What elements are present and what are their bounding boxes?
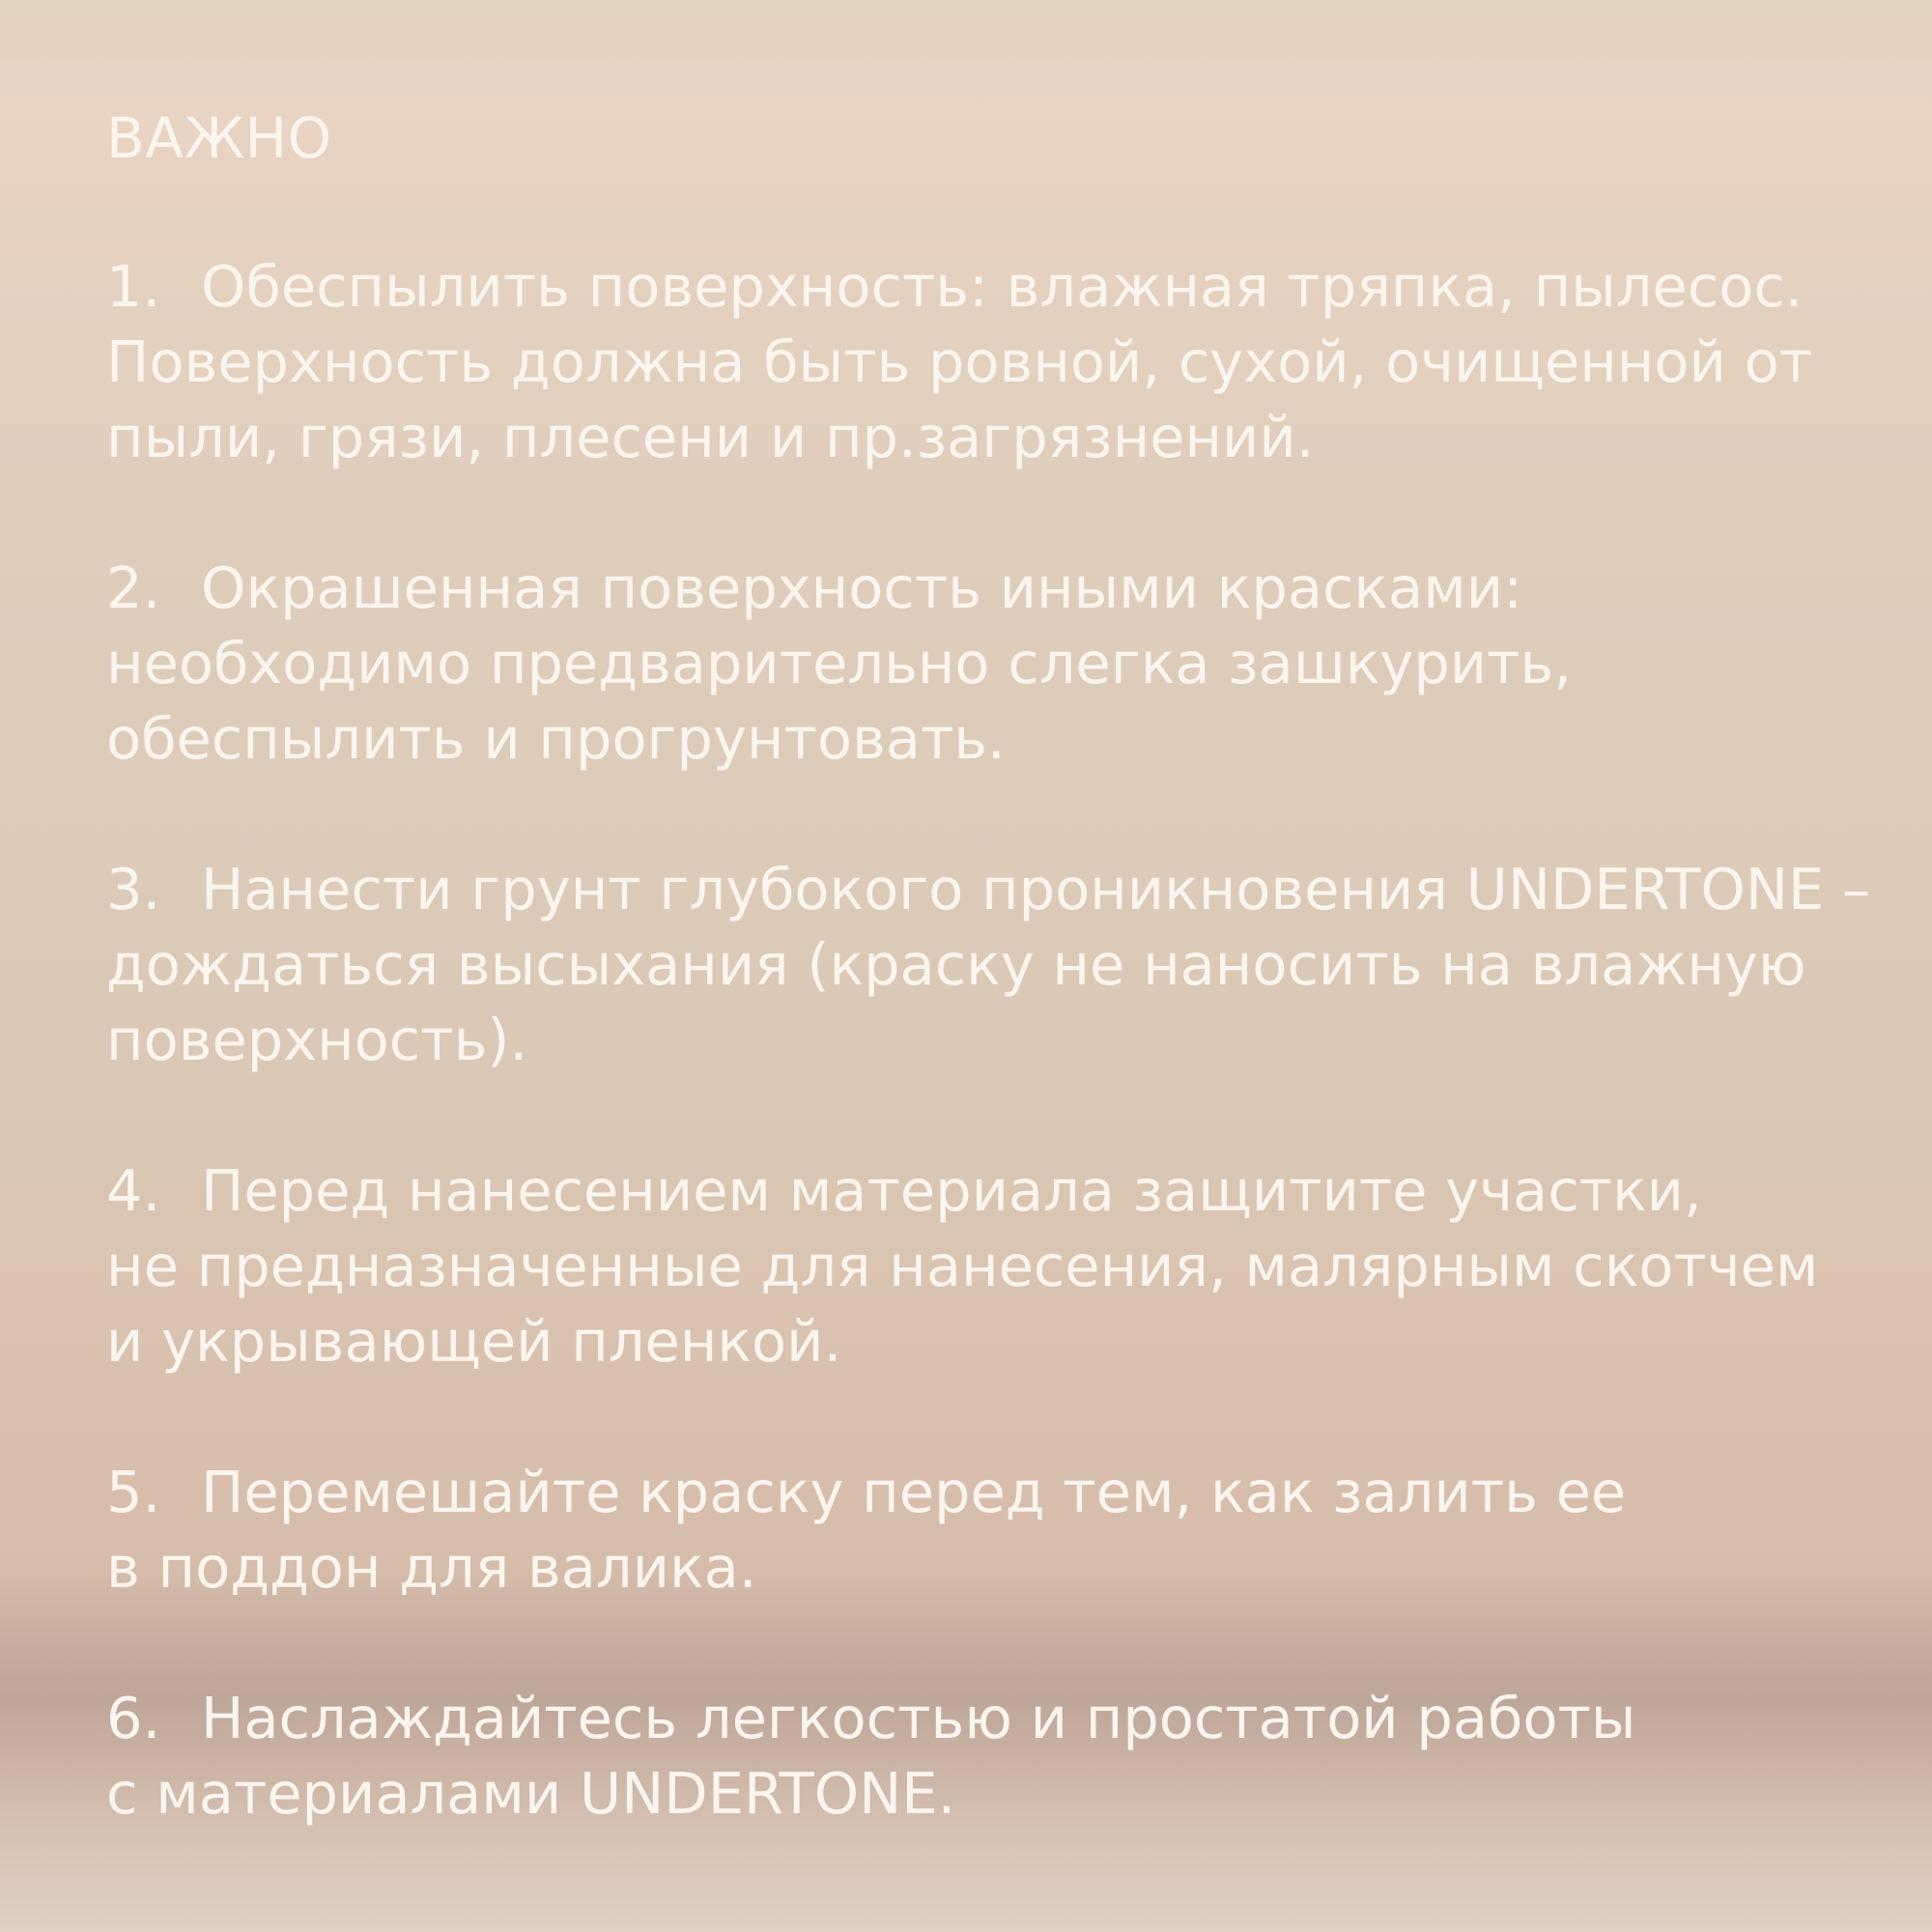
instruction-text: необходимо предварительно слегка зашкурить, bbox=[106, 630, 1573, 696]
instruction-item-4 bbox=[106, 1153, 1903, 1379]
instruction-number: 1. bbox=[106, 253, 161, 320]
instruction-item-3 bbox=[106, 852, 1903, 1078]
instruction-text: и укрывающей пленкой. bbox=[106, 1308, 842, 1375]
instruction-line bbox=[106, 551, 1903, 626]
instruction-number: 3. bbox=[106, 856, 161, 923]
instruction-item-1 bbox=[106, 249, 1903, 475]
instruction-text: Перемешайте краску перед тем, как залить ее bbox=[201, 1459, 1627, 1525]
instruction-line bbox=[106, 852, 1903, 927]
instruction-text: пыли, грязи, плесени и пр.загрязнений. bbox=[106, 404, 1315, 470]
instruction-item-2 bbox=[106, 551, 1903, 777]
instruction-item-6 bbox=[106, 1681, 1903, 1832]
instruction-text: Перед нанесением материала защитите участки, bbox=[201, 1157, 1702, 1224]
instruction-line bbox=[106, 249, 1903, 325]
instruction-number: 4. bbox=[106, 1157, 161, 1224]
page-title: ВАЖНО bbox=[106, 105, 332, 171]
instruction-text: Поверхность должна быть ровной, сухой, очищенной от bbox=[106, 328, 1813, 395]
instruction-text: поверхность). bbox=[106, 1007, 528, 1073]
instruction-text: Наслаждайтесь легкостью и простатой работы bbox=[201, 1685, 1636, 1751]
instruction-text: обеспылить и прогрунтовать. bbox=[106, 705, 1006, 772]
instruction-number: 5. bbox=[106, 1459, 161, 1525]
instruction-line bbox=[106, 1455, 1903, 1530]
instruction-item-5 bbox=[106, 1455, 1903, 1605]
instruction-text: дождаться высыхания (краску не наносить на влажную bbox=[106, 931, 1806, 998]
instruction-text: Нанести грунт глубокого проникновения UNDERTONE – bbox=[201, 856, 1871, 923]
instruction-text: Окрашенная поверхность иными красками: bbox=[201, 554, 1522, 621]
instruction-text: Обеспылить поверхность: влажная тряпка, пылесос. bbox=[201, 253, 1804, 320]
instruction-number: 6. bbox=[106, 1685, 161, 1751]
instruction-text: с материалами UNDERTONE. bbox=[106, 1760, 956, 1827]
instruction-text: в поддон для валика. bbox=[106, 1534, 757, 1601]
instructions-panel bbox=[106, 97, 1903, 1907]
top-band bbox=[0, 0, 1932, 70]
instruction-line bbox=[106, 1153, 1903, 1229]
instruction-number: 2. bbox=[106, 554, 161, 621]
instruction-text: не предназначенные для нанесения, малярным скотчем bbox=[106, 1233, 1819, 1299]
instruction-line bbox=[106, 1681, 1903, 1756]
